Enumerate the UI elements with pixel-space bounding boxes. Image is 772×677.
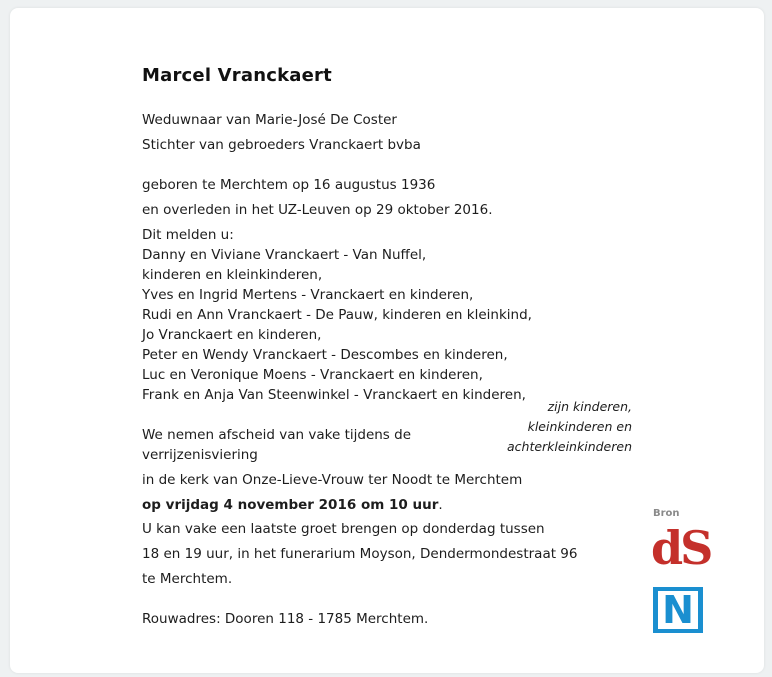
visit-line: U kan vake een laatste groet brengen op donderdag tussen (142, 521, 545, 537)
family-line: Danny en Viviane Vranckaert - Van Nuffel, (142, 247, 427, 263)
service-date-line (142, 495, 443, 515)
farewell-line: verrijzenisviering (142, 447, 258, 463)
family-line: kinderen en kleinkinderen, (142, 267, 323, 283)
farewell-line: We nemen afscheid van vake tijdens de (142, 427, 412, 443)
service-date: op vrijdag 4 november 2016 om 10 uur (142, 497, 439, 513)
deceased-name: Marcel Vranckaert (142, 65, 332, 86)
church-line: in de kerk van Onze-Lieve-Vrouw ter Noodt te Merchtem (142, 472, 523, 488)
nieuwsblad-logo[interactable] (653, 587, 703, 633)
service-date-suffix: . (438, 497, 443, 513)
family-line: Yves en Ingrid Mertens - Vranckaert en kinderen, (142, 287, 474, 303)
family-line: Rudi en Ann Vranckaert - De Pauw, kinderen en kleinkind, (142, 307, 532, 323)
nieuwsblad-logo-letter: N (658, 591, 698, 629)
family-line: Jo Vranckaert en kinderen, (142, 327, 322, 343)
family-note-line: zijn kinderen, (547, 399, 632, 414)
born-line: geboren te Merchtem op 16 augustus 1936 (142, 177, 436, 193)
family-note-line: kleinkinderen en (527, 419, 632, 434)
family-note-line: achterkleinkinderen (507, 439, 632, 454)
announce-intro: Dit melden u: (142, 227, 234, 243)
family-line: Peter en Wendy Vranckaert - Descombes en kinderen, (142, 347, 508, 363)
spouse-line: Weduwnaar van Marie-José De Coster (142, 112, 397, 128)
founder-line: Stichter van gebroeders Vranckaert bvba (142, 137, 421, 153)
source-label: Bron (653, 508, 680, 519)
visit-line: 18 en 19 uur, in het funerarium Moyson, Dendermondestraat 96 (142, 546, 578, 562)
family-line: Luc en Veronique Moens - Vranckaert en kinderen, (142, 367, 483, 383)
ds-logo[interactable]: dS (651, 521, 711, 575)
family-line: Frank en Anja Van Steenwinkel - Vranckaert en kinderen, (142, 387, 526, 403)
address-line: Rouwadres: Dooren 118 - 1785 Merchtem. (142, 611, 429, 627)
visit-line: te Merchtem. (142, 571, 233, 587)
died-line: en overleden in het UZ-Leuven op 29 oktober 2016. (142, 202, 493, 218)
